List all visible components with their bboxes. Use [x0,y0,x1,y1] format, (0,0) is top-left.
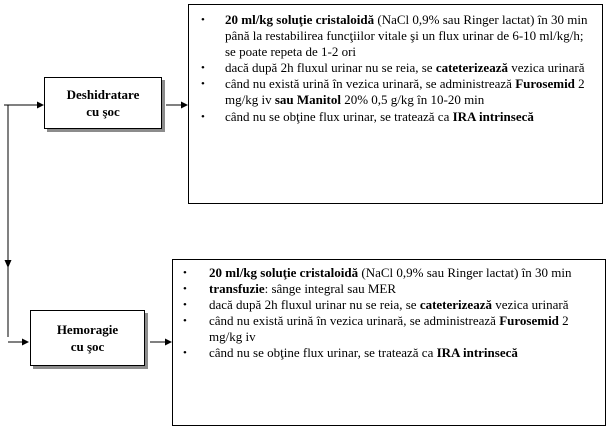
bullet-icon: • [183,315,187,328]
node-deshidratare-cu-soc [44,77,162,129]
list-item: • când nu există urină în vezica urinară, se administrează Furosemid 2 mg/kg iv [183,313,569,345]
node-label-line1: Hemoragie [56,322,119,337]
panel-deshidratare-treatment [188,4,603,204]
treatment-list [181,265,599,362]
node-label-line2: cu şoc [70,339,105,354]
bullet-icon: • [183,267,187,279]
arrowhead-hemoragie-panel [165,339,172,346]
bullet-icon: • [183,283,187,296]
list-item: • transfuzie: sânge integral sau MER [183,281,397,297]
bullet-icon: • [201,78,205,91]
bullet-icon: • [201,110,205,123]
list-item: • dacă după 2h fluxul urinar nu se reia, se cateterizează vezica urinară [201,60,585,76]
bullet-icon: • [201,14,205,26]
arrowhead-deshidratare-panel [181,102,188,109]
node-label-line1: Deshidratare [66,87,140,102]
arrowhead-deshidratare [37,102,44,109]
arrowhead-hemoragie [22,339,29,346]
node-hemoragie-cu-soc [30,310,145,366]
list-item: • când nu se obţine flux urinar, se tratează ca IRA intrinsecă [201,108,534,124]
bullet-icon: • [183,347,187,360]
node-label-line2: cu şoc [86,104,120,119]
list-item: • dacă după 2h fluxul urinar nu se reia, se cateterizează vezica urinară [183,297,569,313]
list-item: • când nu se obţine flux urinar, se tratează ca IRA intrinsecă [183,345,518,361]
panel-hemoragie-treatment [172,259,606,426]
bullet-icon: • [201,62,205,75]
treatment-list [199,12,594,125]
list-item: • 20 ml/kg soluţie cristaloidă (NaCl 0,9% sau Ringer lactat) în 30 min până la restabilirea funcţiilor vitale şi un flux urinar de 6-10 ml/kg/h; se poate repeta de 1-2 ori [201,12,588,60]
list-item: • când nu există urină în vezica urinară, se administrează Furosemid 2 mg/kg iv sau Manitol 20% 0,5 g/kg în 10-20 min [201,76,585,108]
list-item: • 20 ml/kg soluţie cristaloidă (NaCl 0,9% sau Ringer lactat) în 30 min [183,265,572,280]
bullet-icon: • [183,299,187,312]
arrowhead-branch-down [5,260,12,268]
